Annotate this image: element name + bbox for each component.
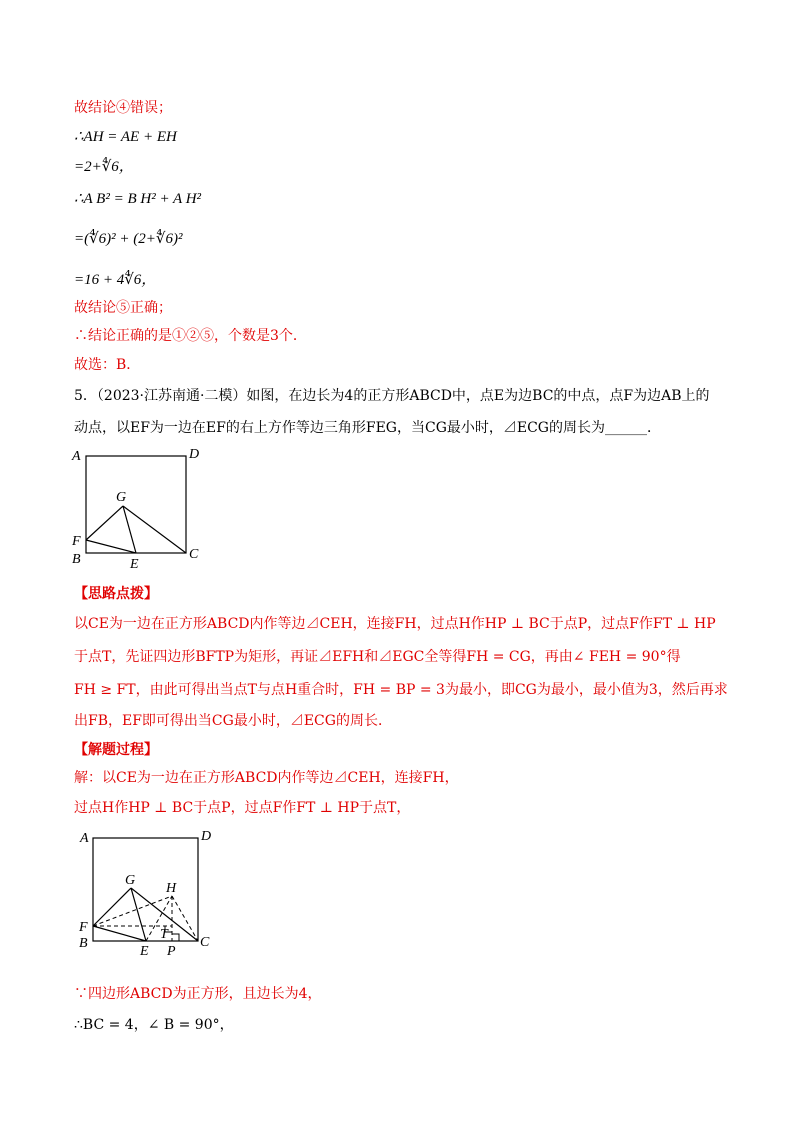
segment-fe-2 bbox=[93, 926, 146, 941]
label-b-2: B bbox=[79, 936, 88, 951]
label-t-2: T bbox=[160, 927, 168, 942]
solution-line-4: ∴BC = 4，∠ B = 90°， bbox=[74, 1017, 234, 1033]
label-e-2: E bbox=[140, 944, 149, 959]
segment-ge-2 bbox=[131, 888, 146, 941]
label-e: E bbox=[130, 557, 139, 572]
label-d-2: D bbox=[201, 829, 212, 844]
label-b: B bbox=[72, 552, 81, 567]
label-f-2: F bbox=[79, 920, 88, 935]
text-line-6: =16 + 4∜6， bbox=[74, 272, 157, 288]
solution-line-3: ∵四边形ABCD为正方形，且边长为4， bbox=[74, 986, 322, 1002]
hint-line-1: 以CE为一边在正方形ABCD内作等边⊿CEH，连接FH，过点H作HP ⊥ BC于点P，过点F作FT ⊥ HP bbox=[74, 616, 716, 632]
label-h-2: H bbox=[166, 881, 177, 896]
segment-fe bbox=[86, 540, 136, 553]
text-line-7: 故结论⑤正确； bbox=[74, 300, 172, 316]
text-line-5: =(∜6)² + (2+∜6)² bbox=[74, 231, 183, 247]
segment-fg-2 bbox=[93, 888, 131, 926]
label-c-2: C bbox=[200, 935, 210, 950]
segment-gc bbox=[123, 506, 186, 553]
label-d: D bbox=[189, 447, 200, 462]
text-line-8: ∴结论正确的是①②⑤，个数是3个． bbox=[74, 328, 307, 344]
segment-fg bbox=[86, 506, 123, 540]
square-abcd bbox=[86, 456, 186, 553]
label-a: A bbox=[72, 449, 81, 464]
right-angle-mark-p bbox=[172, 934, 179, 941]
text-line-1: 故结论④错误； bbox=[74, 100, 172, 116]
text-line-3: =2+∜6， bbox=[74, 159, 134, 175]
solution-line-1: 解：以CE为一边在正方形ABCD内作等边⊿CEH，连接FH， bbox=[74, 770, 459, 786]
label-p-2: P bbox=[167, 944, 176, 959]
text-line-4: ∴A B² = B H² + A H² bbox=[74, 191, 202, 207]
figure-2 bbox=[76, 824, 226, 964]
problem-line-2: 动点，以EF为一边在EF的右上方作等边三角形FEG，当CG最小时，⊿ECG的周长为______． bbox=[74, 420, 661, 436]
hint-line-4: 出FB，EF即可得出当CG最小时，⊿ECG的周长． bbox=[74, 713, 392, 729]
solution-line-2: 过点H作HP ⊥ BC于点P，过点F作FT ⊥ HP于点T， bbox=[74, 800, 411, 816]
hint-line-2: 于点T，先证四边形BFTP为矩形，再证⊿EFH和⊿EGC全等得FH = CG，再由∠ FEH = 90°得 bbox=[74, 649, 681, 665]
label-c: C bbox=[189, 547, 199, 562]
segment-ge bbox=[123, 506, 136, 553]
label-f: F bbox=[72, 534, 81, 549]
label-g-2: G bbox=[125, 873, 136, 888]
section-heading-solution: 【解题过程】 bbox=[74, 742, 158, 758]
hint-line-3: FH ≥ FT，由此可得出当点T与点H重合时，FH = BP = 3为最小，即CG为最小，最小值为3，然后再求 bbox=[74, 682, 728, 698]
section-heading-hint: 【思路点拨】 bbox=[74, 586, 158, 602]
label-a-2: A bbox=[80, 831, 89, 846]
text-line-2: ∴AH = AE + EH bbox=[74, 129, 177, 145]
text-line-9: 故选：B． bbox=[74, 357, 141, 373]
label-g: G bbox=[116, 490, 127, 505]
figure-1 bbox=[68, 444, 208, 574]
problem-line-1: 5．（2023·江苏南通·二模）如图，在边长为4的正方形ABCD中，点E为边BC的中点，点F为边AB上的 bbox=[74, 388, 710, 404]
